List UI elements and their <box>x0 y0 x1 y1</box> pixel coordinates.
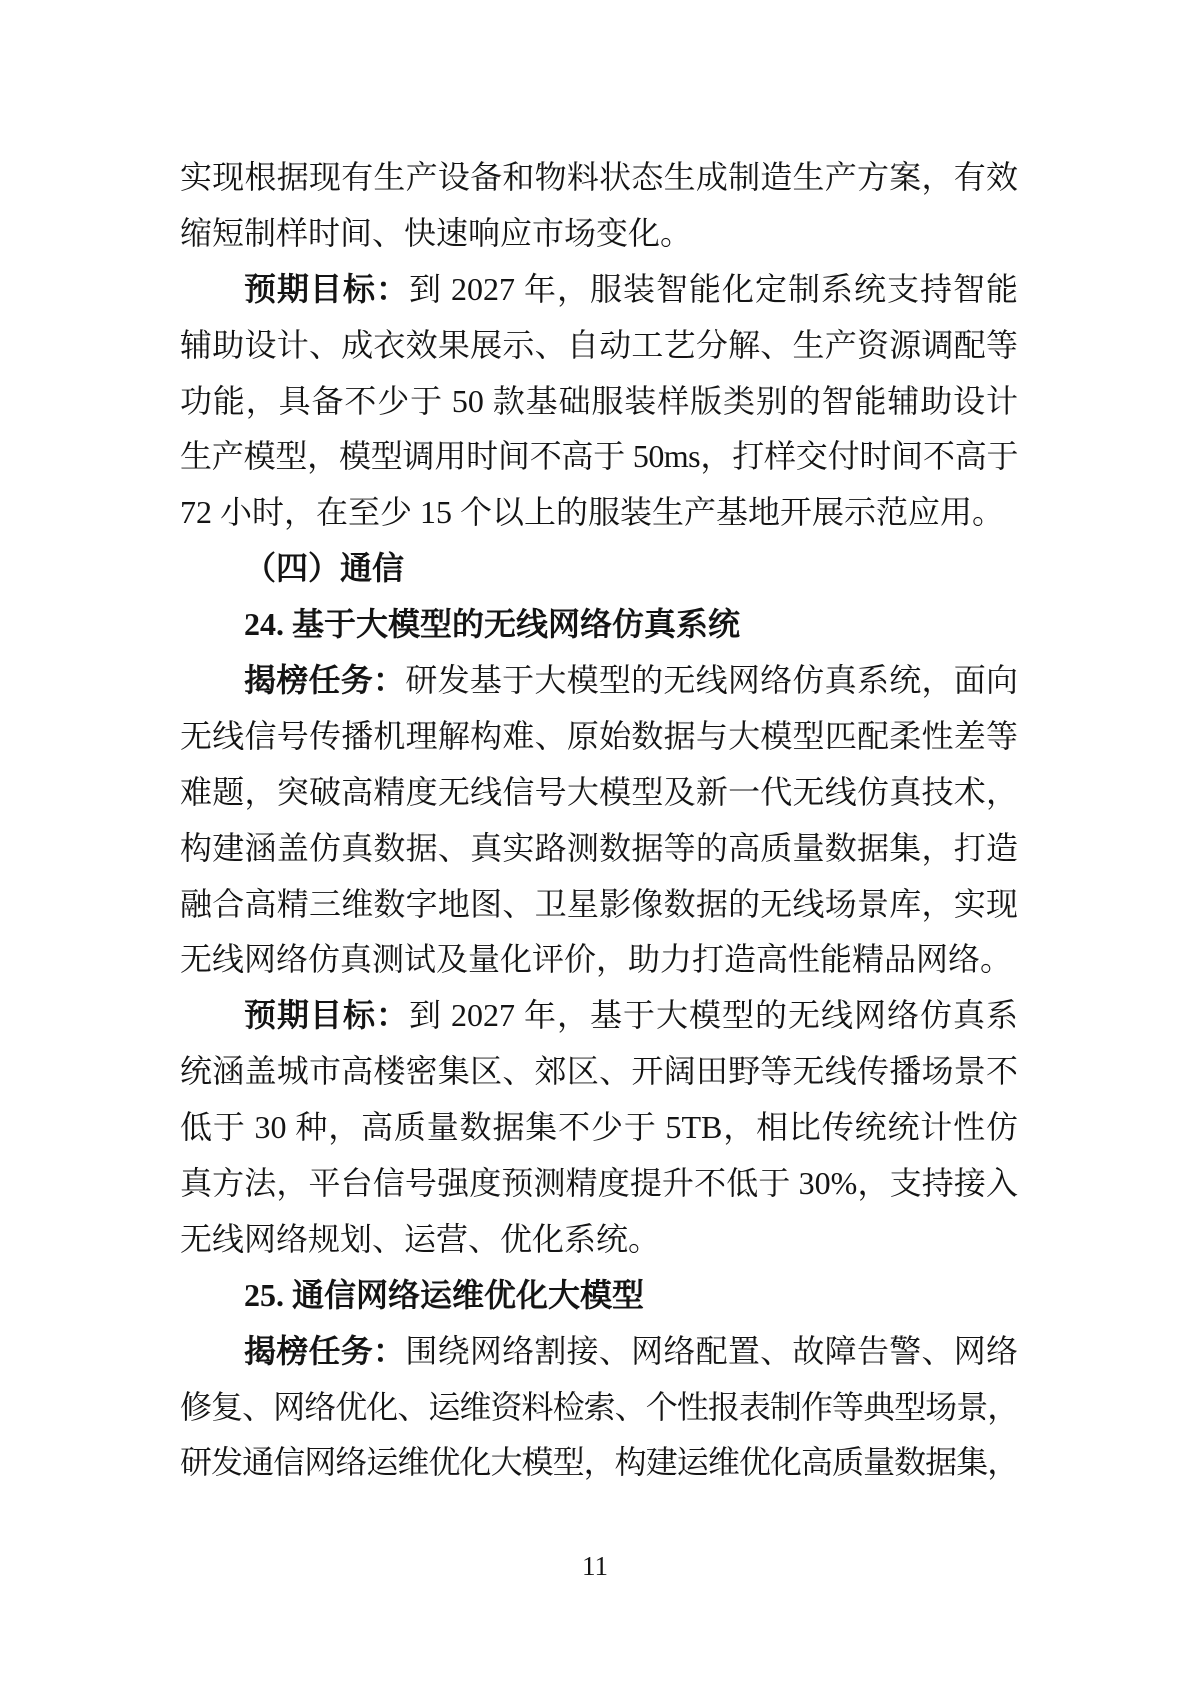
bold-text: 揭榜任务： <box>244 1332 406 1369</box>
body-text: 真方法，平台信号强度预测精度提升不低于 30%，支持接入 <box>180 1165 1018 1202</box>
body-text: 融合高精三维数字地图、卫星影像数据的无线场景库，实现 <box>180 885 1018 922</box>
text-line <box>180 877 1018 933</box>
body-text: 构建涵盖仿真数据、真实路测数据等的高质量数据集，打造 <box>180 829 1018 866</box>
body-text: 72 小时，在至少 15 个以上的服装生产基地开展示范应用。 <box>180 494 1005 531</box>
body-text: 到 2027 年，基于大模型的无线网络仿真系 <box>409 997 1018 1034</box>
text-line <box>180 1435 1018 1491</box>
bold-text: 预期目标： <box>244 997 409 1034</box>
text-line <box>180 1044 1018 1100</box>
bold-text: 25. 通信网络运维优化大模型 <box>244 1276 645 1313</box>
bold-text: （四）通信 <box>244 550 405 587</box>
text-line <box>180 374 1018 430</box>
body-text: 生产模型，模型调用时间不高于 50ms，打样交付时间不高于 <box>180 438 1018 475</box>
text-content <box>180 150 1018 1491</box>
text-line <box>180 429 1018 485</box>
text-line <box>180 653 1018 709</box>
body-text: 无线信号传播机理解构难、原始数据与大模型匹配柔性差等 <box>180 717 1018 754</box>
text-line <box>180 1268 1018 1324</box>
text-line <box>180 932 1018 988</box>
body-text: 实现根据现有生产设备和物料状态生成制造生产方案，有效 <box>180 159 1018 195</box>
body-text: 统涵盖城市高楼密集区、郊区、开阔田野等无线传播场景不 <box>180 1053 1018 1090</box>
text-line <box>180 485 1018 541</box>
body-text: 缩短制样时间、快速响应市场变化。 <box>180 214 693 251</box>
text-line <box>180 1324 1018 1380</box>
text-line <box>180 206 1018 262</box>
text-line <box>180 541 1018 597</box>
body-text: 围绕网络割接、网络配置、故障告警、网络 <box>405 1332 1018 1369</box>
bold-text: 24. 基于大模型的无线网络仿真系统 <box>244 606 741 643</box>
text-line <box>180 262 1018 318</box>
text-line <box>180 597 1018 653</box>
body-text: 难题，突破高精度无线信号大模型及新一代无线仿真技术， <box>180 773 1018 810</box>
bold-text: 揭榜任务： <box>244 662 406 699</box>
text-line <box>180 709 1018 765</box>
text-line <box>180 1156 1018 1212</box>
body-text: 无线网络仿真测试及量化评价，助力打造高性能精品网络。 <box>180 941 1013 978</box>
body-text: 研发基于大模型的无线网络仿真系统，面向 <box>405 662 1018 699</box>
text-line <box>180 765 1018 821</box>
bold-text: 预期目标： <box>244 270 409 307</box>
body-text: 研发通信网络运维优化大模型，构建运维优化高质量数据集， <box>180 1444 1018 1481</box>
text-line <box>180 1100 1018 1156</box>
text-line <box>180 988 1018 1044</box>
body-text: 辅助设计、成衣效果展示、自动工艺分解、生产资源调配等 <box>180 326 1018 363</box>
text-line <box>180 1212 1018 1268</box>
body-text: 无线网络规划、运营、优化系统。 <box>180 1220 661 1257</box>
text-line <box>180 150 1018 206</box>
body-text: 修复、网络优化、运维资料检索、个性报表制作等典型场景， <box>180 1388 1018 1425</box>
text-line <box>180 318 1018 374</box>
text-line <box>180 821 1018 877</box>
text-line <box>180 1380 1018 1436</box>
body-text: 到 2027 年，服装智能化定制系统支持智能 <box>409 270 1018 307</box>
body-text: 低于 30 种，高质量数据集不少于 5TB，相比传统统计性仿 <box>180 1109 1018 1146</box>
body-text: 功能，具备不少于 50 款基础服装样版类别的智能辅助设计 <box>180 382 1018 419</box>
page-number: 11 <box>582 1551 608 1581</box>
